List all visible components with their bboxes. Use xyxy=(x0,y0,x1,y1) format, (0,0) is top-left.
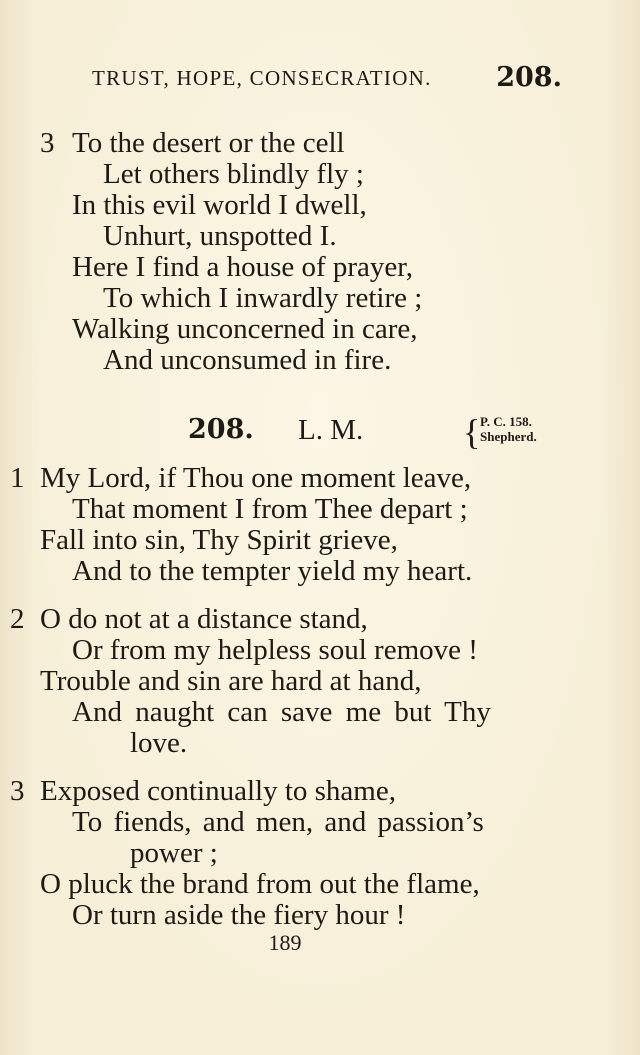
running-header xyxy=(92,62,562,102)
tune-brace: { xyxy=(463,412,481,452)
stanza-number: 2 xyxy=(10,603,25,635)
verse-line: That moment I from Thee depart ; xyxy=(72,493,468,525)
verse-line: Fall into sin, Thy Spirit grieve, xyxy=(40,524,398,556)
hymn-meter: L. M. xyxy=(298,414,364,446)
verse-line: In this evil world I dwell, xyxy=(72,189,367,221)
verse-line: O pluck the brand from out the flame, xyxy=(40,868,480,900)
stanza-number: 3 xyxy=(10,775,25,807)
running-header-title: TRUST, HOPE, CONSECRATION. xyxy=(92,66,432,90)
verse-line: love. xyxy=(130,727,188,759)
tune-number: P. C. 158. xyxy=(480,414,532,429)
running-header-hymn-number: 208. xyxy=(496,62,562,93)
tune-reference xyxy=(480,414,537,444)
verse-line: Exposed continually to shame, xyxy=(40,775,396,807)
verse-line: And to the tempter yield my heart. xyxy=(72,555,473,587)
page-number: 189 xyxy=(268,930,302,955)
verse-line: Walking unconcerned in care, xyxy=(72,313,418,345)
verse-line: Or turn aside the fiery hour ! xyxy=(72,899,406,931)
hymn-number: 208. xyxy=(188,414,254,445)
hymn-heading xyxy=(188,414,563,454)
stanza-number: 3 xyxy=(40,127,55,159)
verse-line: O do not at a distance stand, xyxy=(40,603,368,635)
stanza-number: 1 xyxy=(10,462,25,494)
verse-line: Here I find a house of prayer, xyxy=(72,251,414,283)
verse-line: Unhurt, unspotted I. xyxy=(103,220,337,252)
verse-line: To fiends, and men, and passion’s xyxy=(72,806,484,838)
verse-line: My Lord, if Thou one moment leave, xyxy=(40,462,472,494)
verse-line: To the desert or the cell xyxy=(72,127,345,159)
verse-line: Let others blindly fly ; xyxy=(103,158,364,190)
verse-line: Trouble and sin are hard at hand, xyxy=(40,665,422,697)
verse-line: And naught can save me but Thy xyxy=(72,696,491,728)
verse-line: To which I inwardly retire ; xyxy=(103,282,423,314)
verse-line: Or from my helpless soul remove ! xyxy=(72,634,478,666)
verse-line: And unconsumed in fire. xyxy=(103,344,392,376)
tune-name: Shepherd. xyxy=(480,429,537,444)
verse-line: power ; xyxy=(130,837,218,869)
